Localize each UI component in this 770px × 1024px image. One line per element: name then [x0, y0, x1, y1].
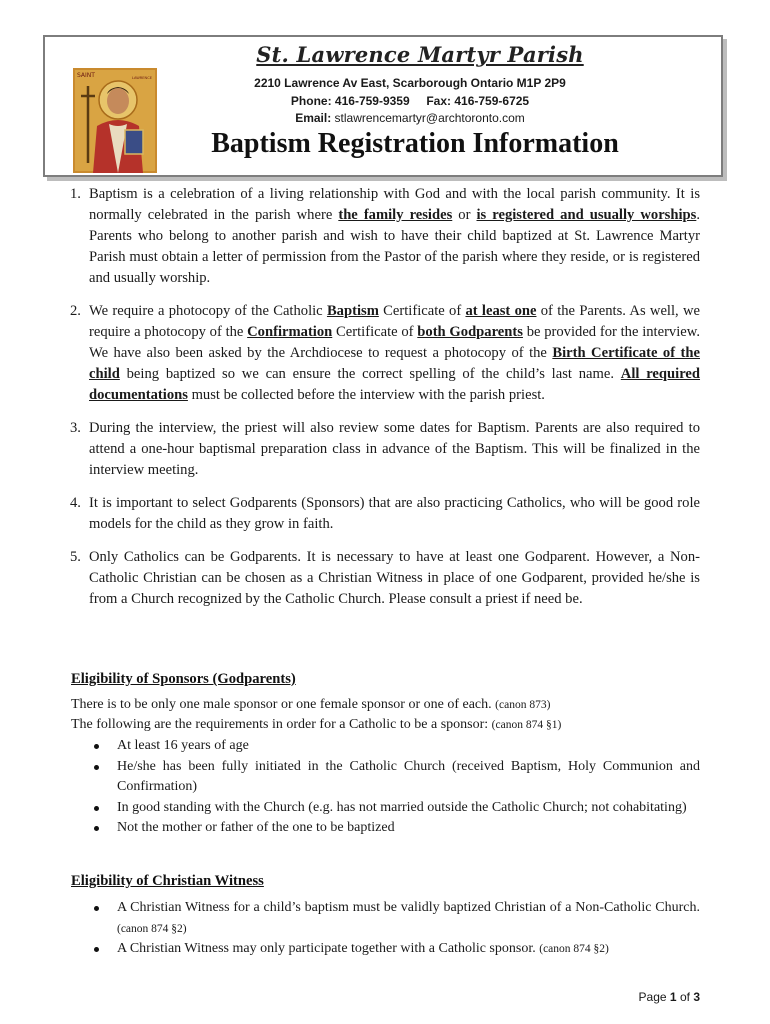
- witness-heading: Eligibility of Christian Witness: [71, 873, 264, 889]
- canon-reference: (canon 874 §2): [117, 922, 187, 935]
- item-text: It is important to select Godparents (Sponsors) that are also practicing Catholics, who will be good role models for the child as they grow in faith.: [89, 495, 700, 532]
- email-label: Email:: [295, 111, 332, 125]
- item-text: Baptism is a celebration of a living relationship with God and with the local parish community. It is normally celebrated in the parish where: [89, 186, 700, 223]
- item-text: be provided for the interview. We have also been asked by the Archdiocese to request a photocopy of the: [89, 324, 701, 361]
- list-item: [88, 898, 700, 939]
- item-number: 2.: [70, 303, 81, 319]
- emphasis-text: Baptism: [326, 303, 379, 319]
- email-line: [160, 111, 660, 125]
- email-address: stlawrencemartyr@archtoronto.com: [334, 111, 525, 125]
- item-text: We require a photocopy of the Catholic: [89, 303, 327, 319]
- phone-label: Phone:: [290, 94, 332, 108]
- witness-text: A Christian Witness for a child’s baptism must be validly baptized Christian of a Non-Catholic Church.: [117, 900, 700, 915]
- item-text: Certificate of: [378, 303, 466, 319]
- item-number: 3.: [70, 420, 81, 436]
- phone-fax-line: [160, 94, 660, 108]
- sponsors-line-1: [71, 695, 701, 715]
- emphasis-text: Birth Certificate of the child: [89, 345, 700, 382]
- sponsors-line-2: [71, 715, 701, 735]
- sponsor-requirements-list: [88, 736, 700, 839]
- emphasis-text: at least one: [465, 303, 537, 319]
- information-list: [70, 184, 700, 622]
- item-text: Certificate of: [332, 324, 418, 340]
- item-number: 5.: [70, 549, 81, 565]
- item-text: of the Parents. As well, we require a photocopy of the: [89, 303, 700, 340]
- witness-text: A Christian Witness may only participate together with a Catholic sponsor.: [117, 941, 536, 956]
- emphasis-text: both Godparents: [417, 324, 523, 340]
- item-text: Only Catholics can be Godparents. It is necessary to have at least one Godparent. However, a Non-Catholic Christian can be chosen as a Christian Witness in place of one Godparent, provided he/she is from a Church recognized by the Catholic Church. Please consult a priest if need be.: [89, 549, 700, 607]
- list-item: [70, 418, 700, 481]
- page-label: Page: [638, 990, 667, 1004]
- list-item: He/she has been fully initiated in the Catholic Church (received Baptism, Holy Communion and Confirmation): [88, 757, 700, 798]
- parish-name: St. Lawrence Martyr Parish: [256, 42, 584, 67]
- witness-requirements-list: [88, 898, 700, 960]
- sponsors-line-2-text: The following are the requirements in order for a Catholic to be a sponsor:: [71, 717, 489, 732]
- canon-reference: (canon 873): [495, 699, 551, 711]
- current-page: 1: [669, 990, 677, 1004]
- item-text: being baptized so we can ensure the correct spelling of the child’s last name.: [119, 366, 621, 382]
- emphasis-text: is registered and usually worships: [476, 207, 697, 223]
- sponsors-heading: Eligibility of Sponsors (Godparents): [71, 671, 296, 687]
- emphasis-text: Confirmation: [247, 324, 333, 340]
- item-text: or: [452, 207, 477, 223]
- icon-caption-right: LAWRENCE: [131, 76, 152, 80]
- item-number: 1.: [70, 186, 81, 202]
- item-text: During the interview, the priest will also review some dates for Baptism. Parents are also required to attend a one-hour baptismal preparation class in advance of the Baptism. This will be finalized in the interview meeting.: [89, 420, 700, 478]
- emphasis-text: the family resides: [338, 207, 453, 223]
- emphasis-text: All required documentations: [89, 366, 701, 403]
- list-item: In good standing with the Church (e.g. has not married outside the Catholic Church; not cohabitating): [88, 798, 700, 819]
- item-text: must be collected before the interview with the parish priest.: [187, 387, 545, 403]
- list-item: Not the mother or father of the one to be baptized: [88, 818, 700, 839]
- saint-lawrence-icon-image: [73, 68, 157, 173]
- of-label: of: [679, 990, 690, 1004]
- canon-reference: (canon 874 §1): [491, 719, 562, 731]
- fax-label: Fax:: [426, 94, 452, 108]
- list-item: [88, 939, 700, 960]
- list-item: [70, 547, 700, 610]
- item-number: 4.: [70, 495, 81, 511]
- list-item: At least 16 years of age: [88, 736, 700, 757]
- page-number: [580, 990, 700, 1004]
- item-text: . Parents who belong to another parish and wish to have their child baptized at St. Lawrence Martyr Parish must obtain a letter of permission from the Pastor of the parish where they reside, or is registered and usually worship.: [89, 207, 700, 286]
- fax-number: 416-759-6725: [454, 94, 530, 108]
- document-title: Baptism Registration Information: [211, 128, 619, 159]
- canon-reference: (canon 874 §2): [539, 943, 609, 955]
- parish-address: 2210 Lawrence Av East, Scarborough Ontario M1P 2P9: [254, 76, 566, 90]
- list-item: [70, 184, 700, 289]
- sponsors-line-1-text: There is to be only one male sponsor or one female sponsor or one of each.: [71, 697, 492, 712]
- list-item: [70, 301, 700, 406]
- phone-number: 416-759-9359: [334, 94, 410, 108]
- icon-caption-left: SAINT: [77, 72, 95, 79]
- list-item: [70, 493, 700, 535]
- total-pages: 3: [693, 990, 700, 1004]
